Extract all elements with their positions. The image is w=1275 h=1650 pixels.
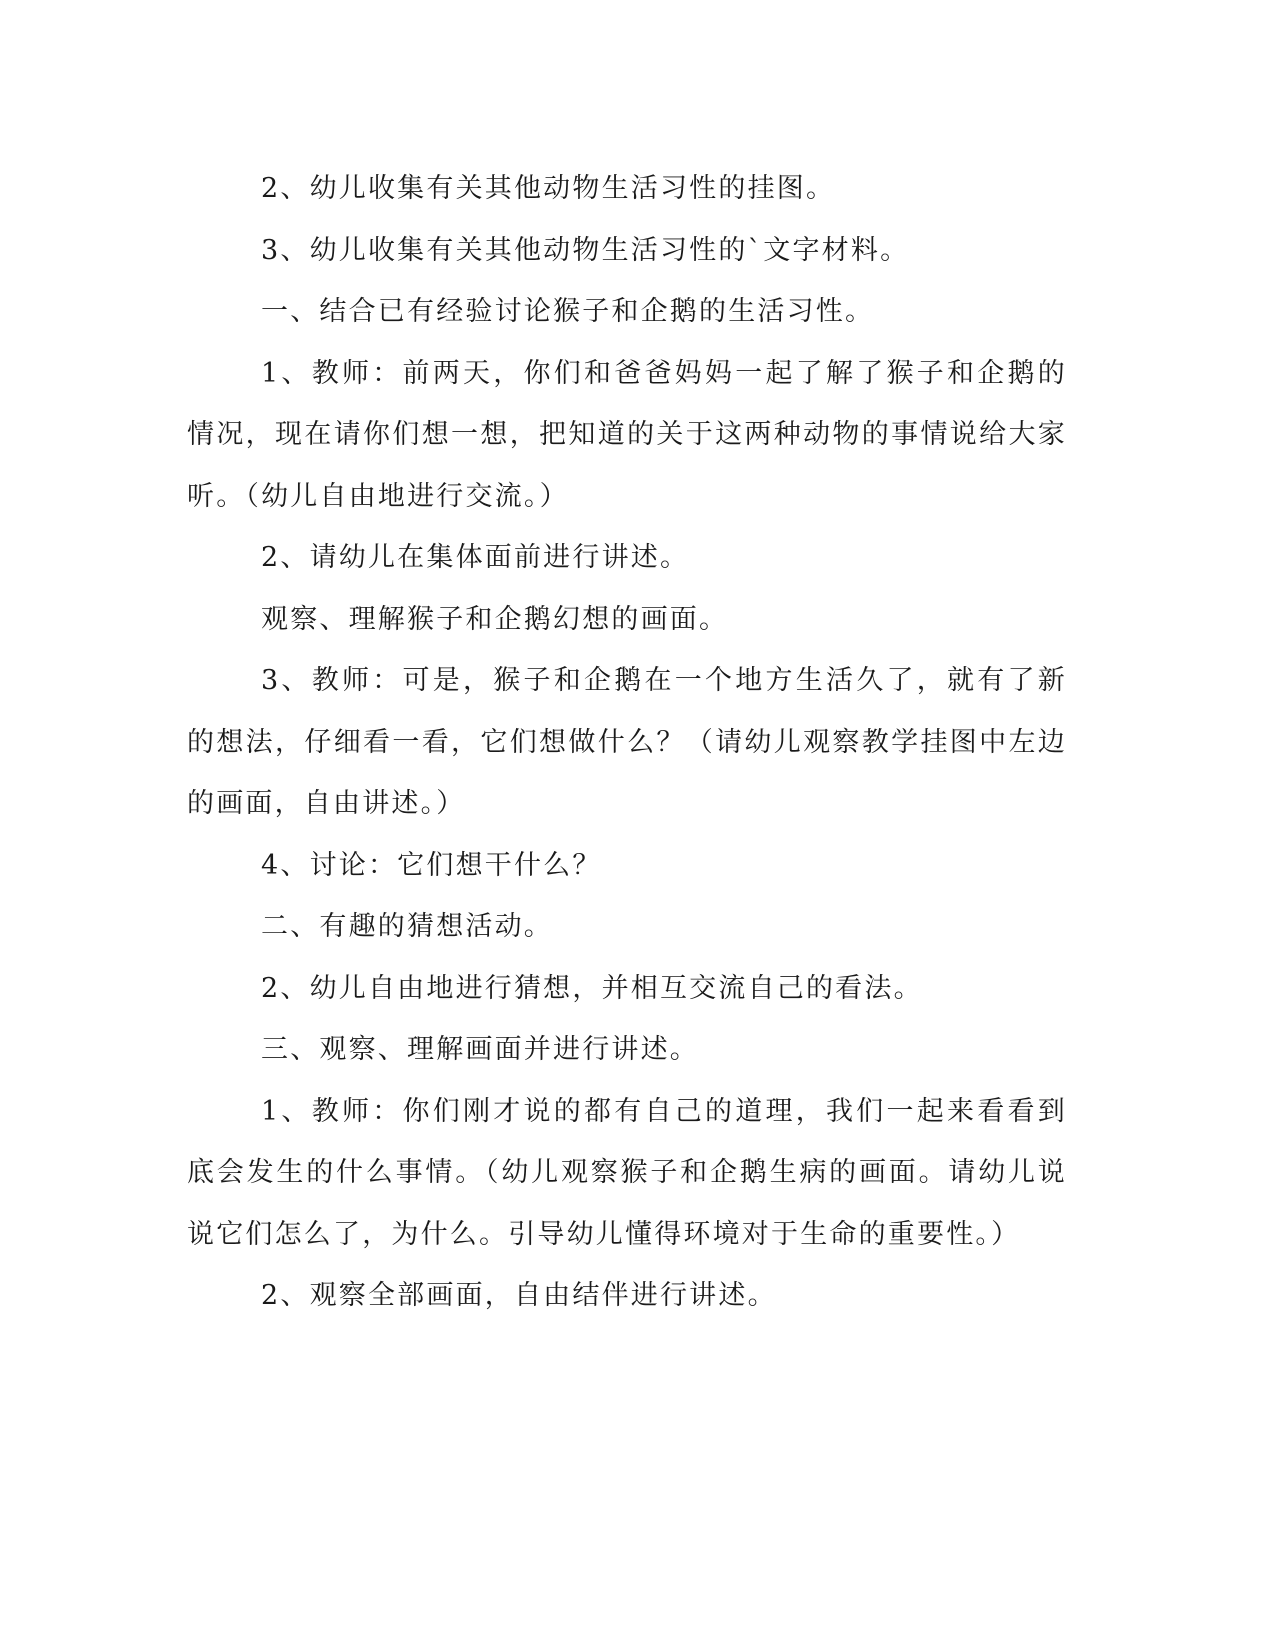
paragraph: 观察、理解猴子和企鹅幻想的画面。 xyxy=(261,603,729,635)
paragraph: 三、观察、理解画面并进行讲述。 xyxy=(261,1034,699,1065)
paragraph: 2、请幼儿在集体面前进行讲述。 xyxy=(261,542,690,573)
document-body xyxy=(187,158,1067,1327)
paragraph: 4、讨论：它们想干什么？ xyxy=(261,849,602,881)
paragraph: 3、幼儿收集有关其他动物生活习性的`文字材料。 xyxy=(261,234,910,266)
paragraph: 2、幼儿自由地进行猜想，并相互交流自己的看法。 xyxy=(261,972,923,1004)
paragraph: 2、观察全部画面，自由结伴进行讲述。 xyxy=(261,1280,777,1311)
paragraph: 1、教师：你们刚才说的都有自己的道理，我们一起来看看到底会发生的什么事情。（幼儿观察猴子和企鹅生病的画面。请幼儿说说它们怎么了，为什么。引导幼儿懂得环境对于生命的重要性。） xyxy=(187,1095,1067,1250)
paragraph: 一、结合已有经验讨论猴子和企鹅的生活习性。 xyxy=(261,296,875,327)
paragraph: 1、教师：前两天，你们和爸爸妈妈一起了解了猴子和企鹅的情况，现在请你们想一想，把知道的关于这两种动物的事情说给大家听。（幼儿自由地进行交流。） xyxy=(187,357,1067,512)
paragraph: 二、有趣的猜想活动。 xyxy=(261,911,553,942)
paragraph: 2、幼儿收集有关其他动物生活习性的挂图。 xyxy=(261,173,836,204)
paragraph: 3、教师：可是，猴子和企鹅在一个地方生活久了，就有了新的想法，仔细看一看，它们想做什么？（请幼儿观察教学挂图中左边的画面，自由讲述。） xyxy=(187,665,1067,819)
